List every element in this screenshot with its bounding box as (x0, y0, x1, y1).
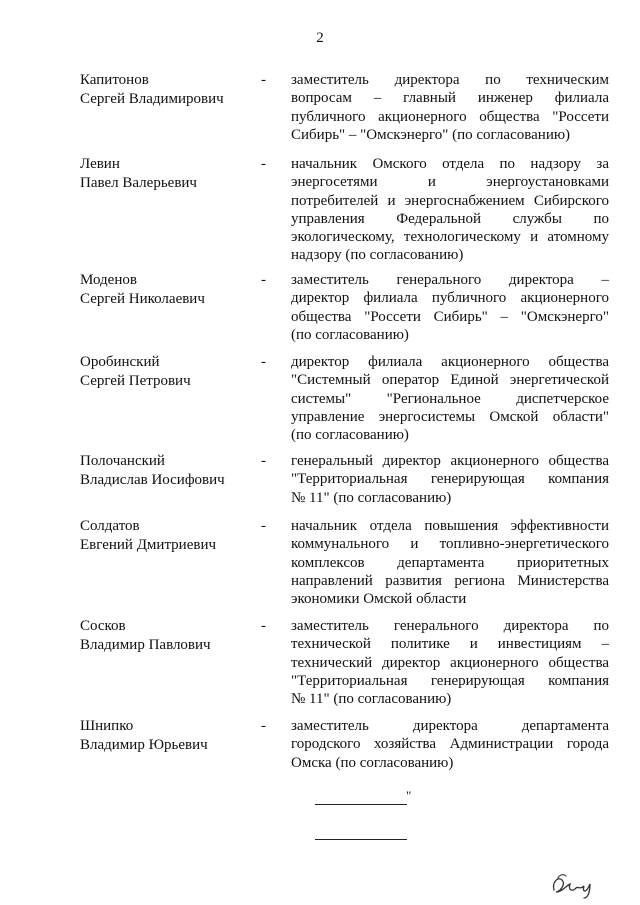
dash-separator: - (261, 618, 266, 634)
member-surname: Оробинский (80, 354, 160, 370)
member-surname: Капитонов (80, 72, 149, 88)
position-line: Омска (по согласованию) (291, 754, 454, 771)
position-line: генеральный директор акционерного общества (291, 453, 609, 469)
dash-separator: - (261, 272, 266, 288)
dash-separator: - (261, 156, 266, 172)
position-line: городского хозяйства Администрации города (291, 736, 609, 753)
member-given-names: Сергей Николаевич (80, 291, 205, 307)
member-given-names: Сергей Владимирович (80, 91, 224, 107)
position-line: управления Федеральной службы по (291, 210, 609, 227)
position-line: направлений развития региона Министерства (291, 572, 609, 589)
position-line: коммунального и топливно-энергетического (291, 536, 609, 553)
dash-separator: - (261, 453, 266, 469)
position-line: энергосетями и энергоустановками (291, 174, 609, 191)
position-line: "Территориальная генерирующая компания (291, 672, 609, 689)
position-line: начальник Омского отдела по надзору за (291, 156, 609, 172)
closing-quote-mark: " (406, 788, 412, 803)
position-line: заместитель генерального директора по (291, 618, 609, 634)
separator-line (315, 839, 407, 840)
member-position (291, 452, 609, 507)
member-surname: Полочанский (80, 453, 165, 469)
position-line: начальник отдела повышения эффективности (291, 518, 609, 534)
member-name (80, 155, 260, 193)
member-name (80, 717, 260, 755)
member-given-names: Владимир Юрьевич (80, 737, 208, 753)
position-line: системы" "Региональное диспетчерское (291, 390, 609, 407)
position-line: (по согласованию) (291, 427, 409, 444)
member-position (291, 353, 609, 444)
member-position (291, 71, 609, 144)
dash-separator: - (261, 718, 266, 734)
member-surname: Солдатов (80, 518, 140, 534)
position-line: "Системный оператор Единой энергетической (291, 372, 609, 389)
position-line: № 11" (по согласованию) (291, 489, 452, 506)
dash-separator: - (261, 72, 266, 88)
closing-underline (315, 804, 407, 805)
dash-separator: - (261, 354, 266, 370)
position-line: публичного акционерного общества "Россети (291, 108, 609, 125)
member-position (291, 717, 609, 772)
member-name (80, 517, 260, 555)
position-line: Сибирь" – "Омскэнерго" (по согласованию) (291, 126, 571, 143)
position-line: директор филиала публичного акционерного (291, 290, 609, 307)
member-position (291, 155, 609, 265)
position-line: надзору (по согласованию) (291, 247, 464, 264)
position-line: экологическому, технологическому и атомному (291, 229, 609, 246)
member-name (80, 617, 260, 655)
position-line: № 11" (по согласованию) (291, 691, 452, 708)
position-line: заместитель директора департамента (291, 718, 609, 734)
position-line: вопросам – главный инженер филиала (291, 90, 609, 107)
position-line: экономики Омской области (291, 591, 467, 608)
position-line: заместитель директора по техническим (291, 72, 609, 88)
position-line: комплексов департамента приоритетных (291, 554, 609, 571)
member-name (80, 353, 260, 391)
position-line: технической политике и инвестициям – (291, 636, 609, 653)
position-line: общества "Россети Сибирь" – "Омскэнерго" (291, 308, 609, 325)
member-position (291, 517, 609, 608)
member-given-names: Сергей Петрович (80, 373, 191, 389)
member-name (80, 452, 260, 490)
member-given-names: Владислав Иосифович (80, 472, 225, 488)
position-line: технический директор акционерного общества (291, 654, 609, 671)
member-name (80, 271, 260, 309)
member-given-names: Владимир Павлович (80, 637, 211, 653)
handwritten-initials (548, 868, 598, 900)
member-position (291, 617, 609, 708)
position-line: управление энергосистемы Омской области" (291, 408, 609, 425)
member-surname: Сосков (80, 618, 126, 634)
position-line: заместитель генерального директора – (291, 272, 609, 288)
position-line: "Территориальная генерирующая компания (291, 471, 609, 488)
dash-separator: - (261, 518, 266, 534)
position-line: (по согласованию) (291, 326, 409, 343)
position-line: директор филиала акционерного общества (291, 354, 609, 370)
member-name (80, 71, 260, 109)
member-surname: Левин (80, 156, 120, 172)
member-position (291, 271, 609, 344)
member-surname: Моденов (80, 272, 137, 288)
member-given-names: Павел Валерьевич (80, 175, 197, 191)
position-line: потребителей и энергоснабжением Сибирского (291, 192, 609, 209)
page-number: 2 (316, 30, 324, 46)
member-surname: Шнипко (80, 718, 134, 734)
member-given-names: Евгений Дмитриевич (80, 537, 217, 553)
